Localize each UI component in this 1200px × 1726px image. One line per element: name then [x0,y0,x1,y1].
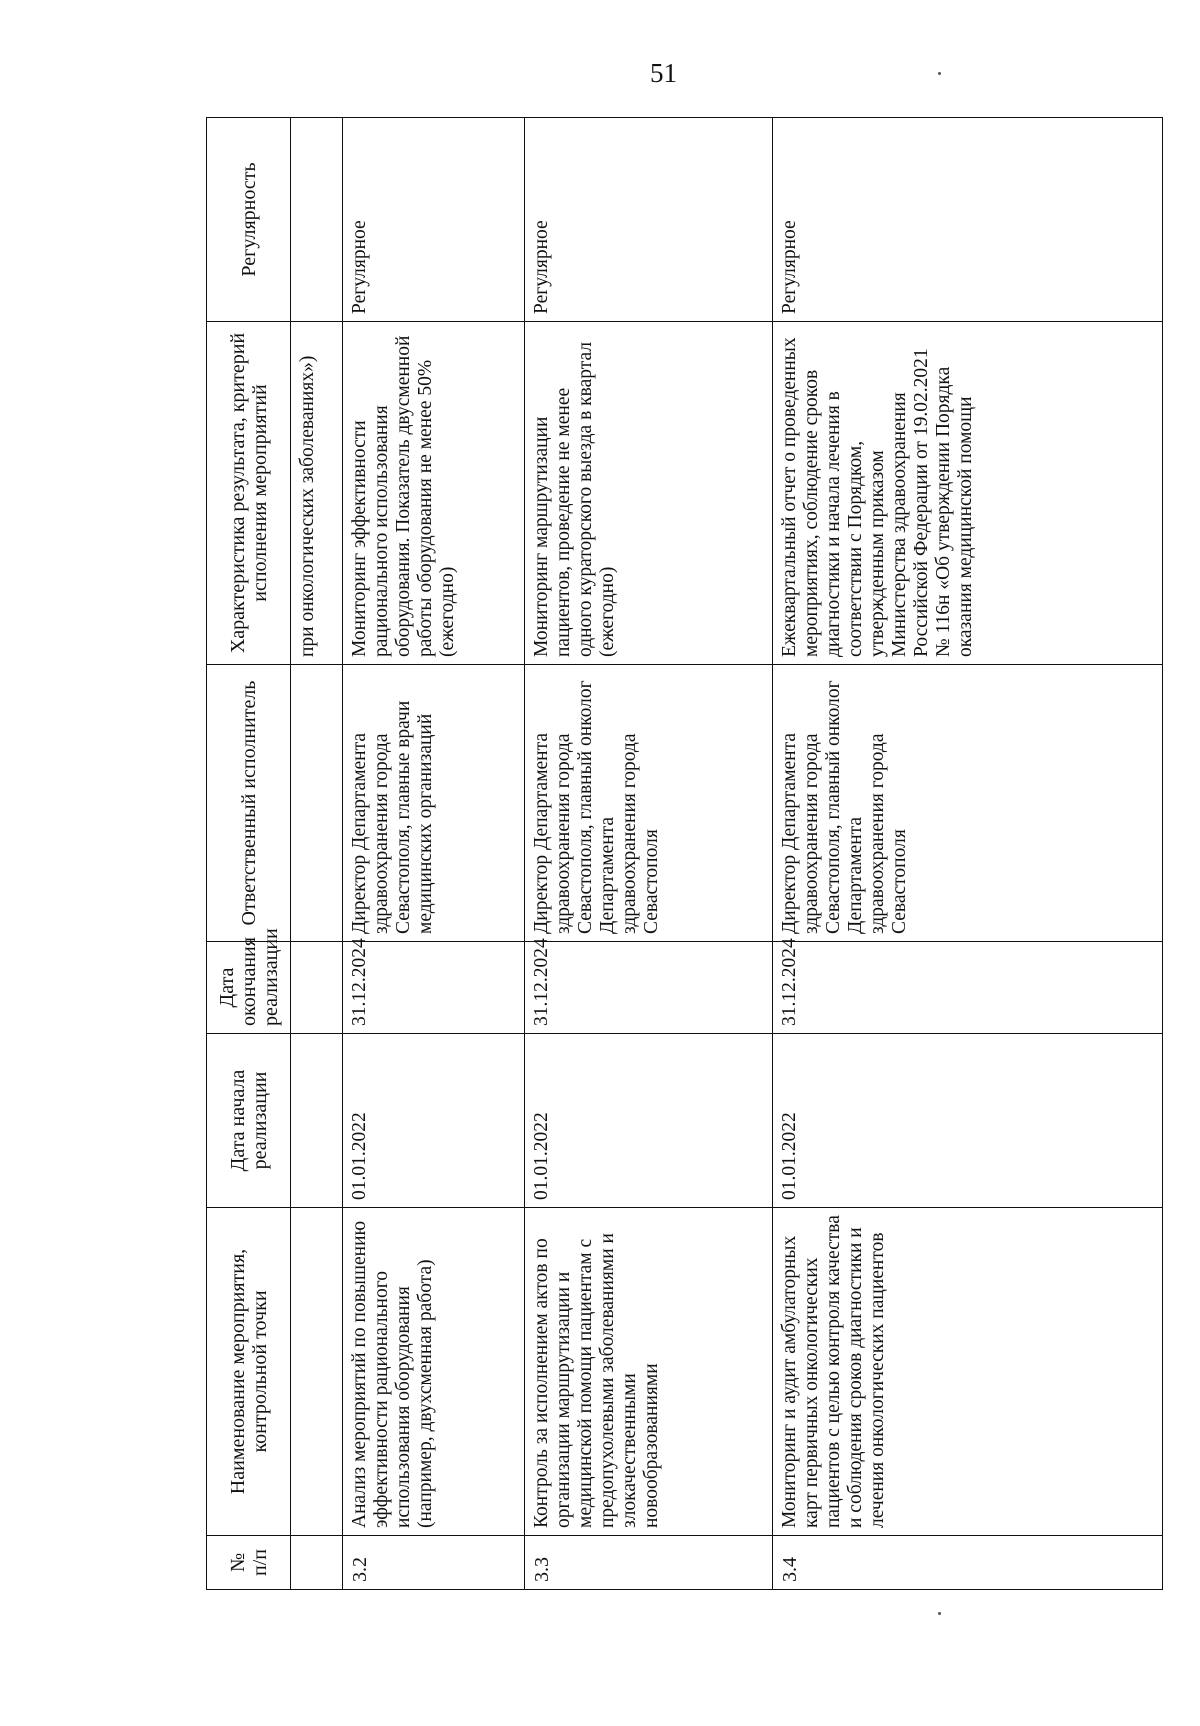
page-number: 51 [650,58,677,88]
header-result: Характеристика результата, критерий исполнения мероприятий [207,322,291,665]
cell-responsible: Директор Департамента здравоохранения города Севастополя, главный онколог Департамента здравоохранения города Севастополя [773,665,1163,942]
activities-table [206,117,1163,1590]
cell-result: Ежеквартальный отчет о проведенных мероприятиях, соблюдение сроков диагностики и начала лечения в соответствии с Порядком, утвержденным приказом Министерства здравоохранения Российской Федерации от 19.02.2021 № 116н «Об утверждении Порядка оказания медицинской помощи [773,322,1163,665]
cell-responsible: Директор Департамента здравоохранения города Севастополя, главный онколог Департамента здравоохранения города Севастополя [525,665,773,942]
cell-result: при онкологических заболеваниях») [291,322,343,665]
cell-empty [291,1536,343,1590]
header-name: Наименование мероприятия, контрольной точки [207,1208,291,1536]
table-row-continuation [291,118,343,1590]
cell-regularity: Регулярное [343,118,525,322]
cell-start-date: 01.01.2022 [343,1034,525,1208]
table-container [206,118,1162,1590]
header-start-date: Дата начала реализации [207,1034,291,1208]
cell-end-date: 31.12.2024 [773,942,1163,1034]
table-header-row [207,118,291,1590]
cell-regularity: Регулярное [525,118,773,322]
header-regularity: Регулярность [207,118,291,322]
scan-speck [938,72,941,75]
cell-empty [291,942,343,1034]
cell-num: 3.3 [525,1536,773,1590]
cell-empty [291,118,343,322]
cell-result: Мониторинг маршрутизации пациентов, проведение не менее одного кураторского выезда в квартал (ежегодно) [525,322,773,665]
cell-responsible: Директор Департамента здравоохранения города Севастополя, главные врачи медицинских организаций [343,665,525,942]
header-end-date: Дата окончания реализации [207,942,291,1034]
cell-name: Анализ мероприятий по повышению эффективности рационального использования оборудования (например, двухсменная работа) [343,1208,525,1536]
table-row [525,118,773,1590]
cell-end-date: 31.12.2024 [525,942,773,1034]
cell-result: Мониторинг эффективности рационального использования оборудования. Показатель двусменной работы оборудования не менее 50% (ежегодно) [343,322,525,665]
scan-speck [938,1612,941,1615]
cell-end-date: 31.12.2024 [343,942,525,1034]
table-row [343,118,525,1590]
cell-name: Контроль за исполнением актов по организации маршрутизации и медицинской помощи пациентам с предопухолевыми заболеваниями и злокачественными новообразованиями [525,1208,773,1536]
table-row [773,118,1163,1590]
header-num: № п/п [207,1536,291,1590]
cell-num: 3.2 [343,1536,525,1590]
cell-start-date: 01.01.2022 [773,1034,1163,1208]
cell-empty [291,1208,343,1536]
cell-num: 3.4 [773,1536,1163,1590]
cell-empty [291,1034,343,1208]
cell-empty [291,665,343,942]
rotated-table-frame [206,118,1162,1590]
header-responsible: Ответственный исполнитель [207,665,291,942]
cell-regularity: Регулярное [773,118,1163,322]
cell-name: Мониторинг и аудит амбулаторных карт первичных онкологических пациентов с целью контроля качества и соблюдения сроков диагностики и лечения онкологических пациентов [773,1208,1163,1536]
cell-start-date: 01.01.2022 [525,1034,773,1208]
